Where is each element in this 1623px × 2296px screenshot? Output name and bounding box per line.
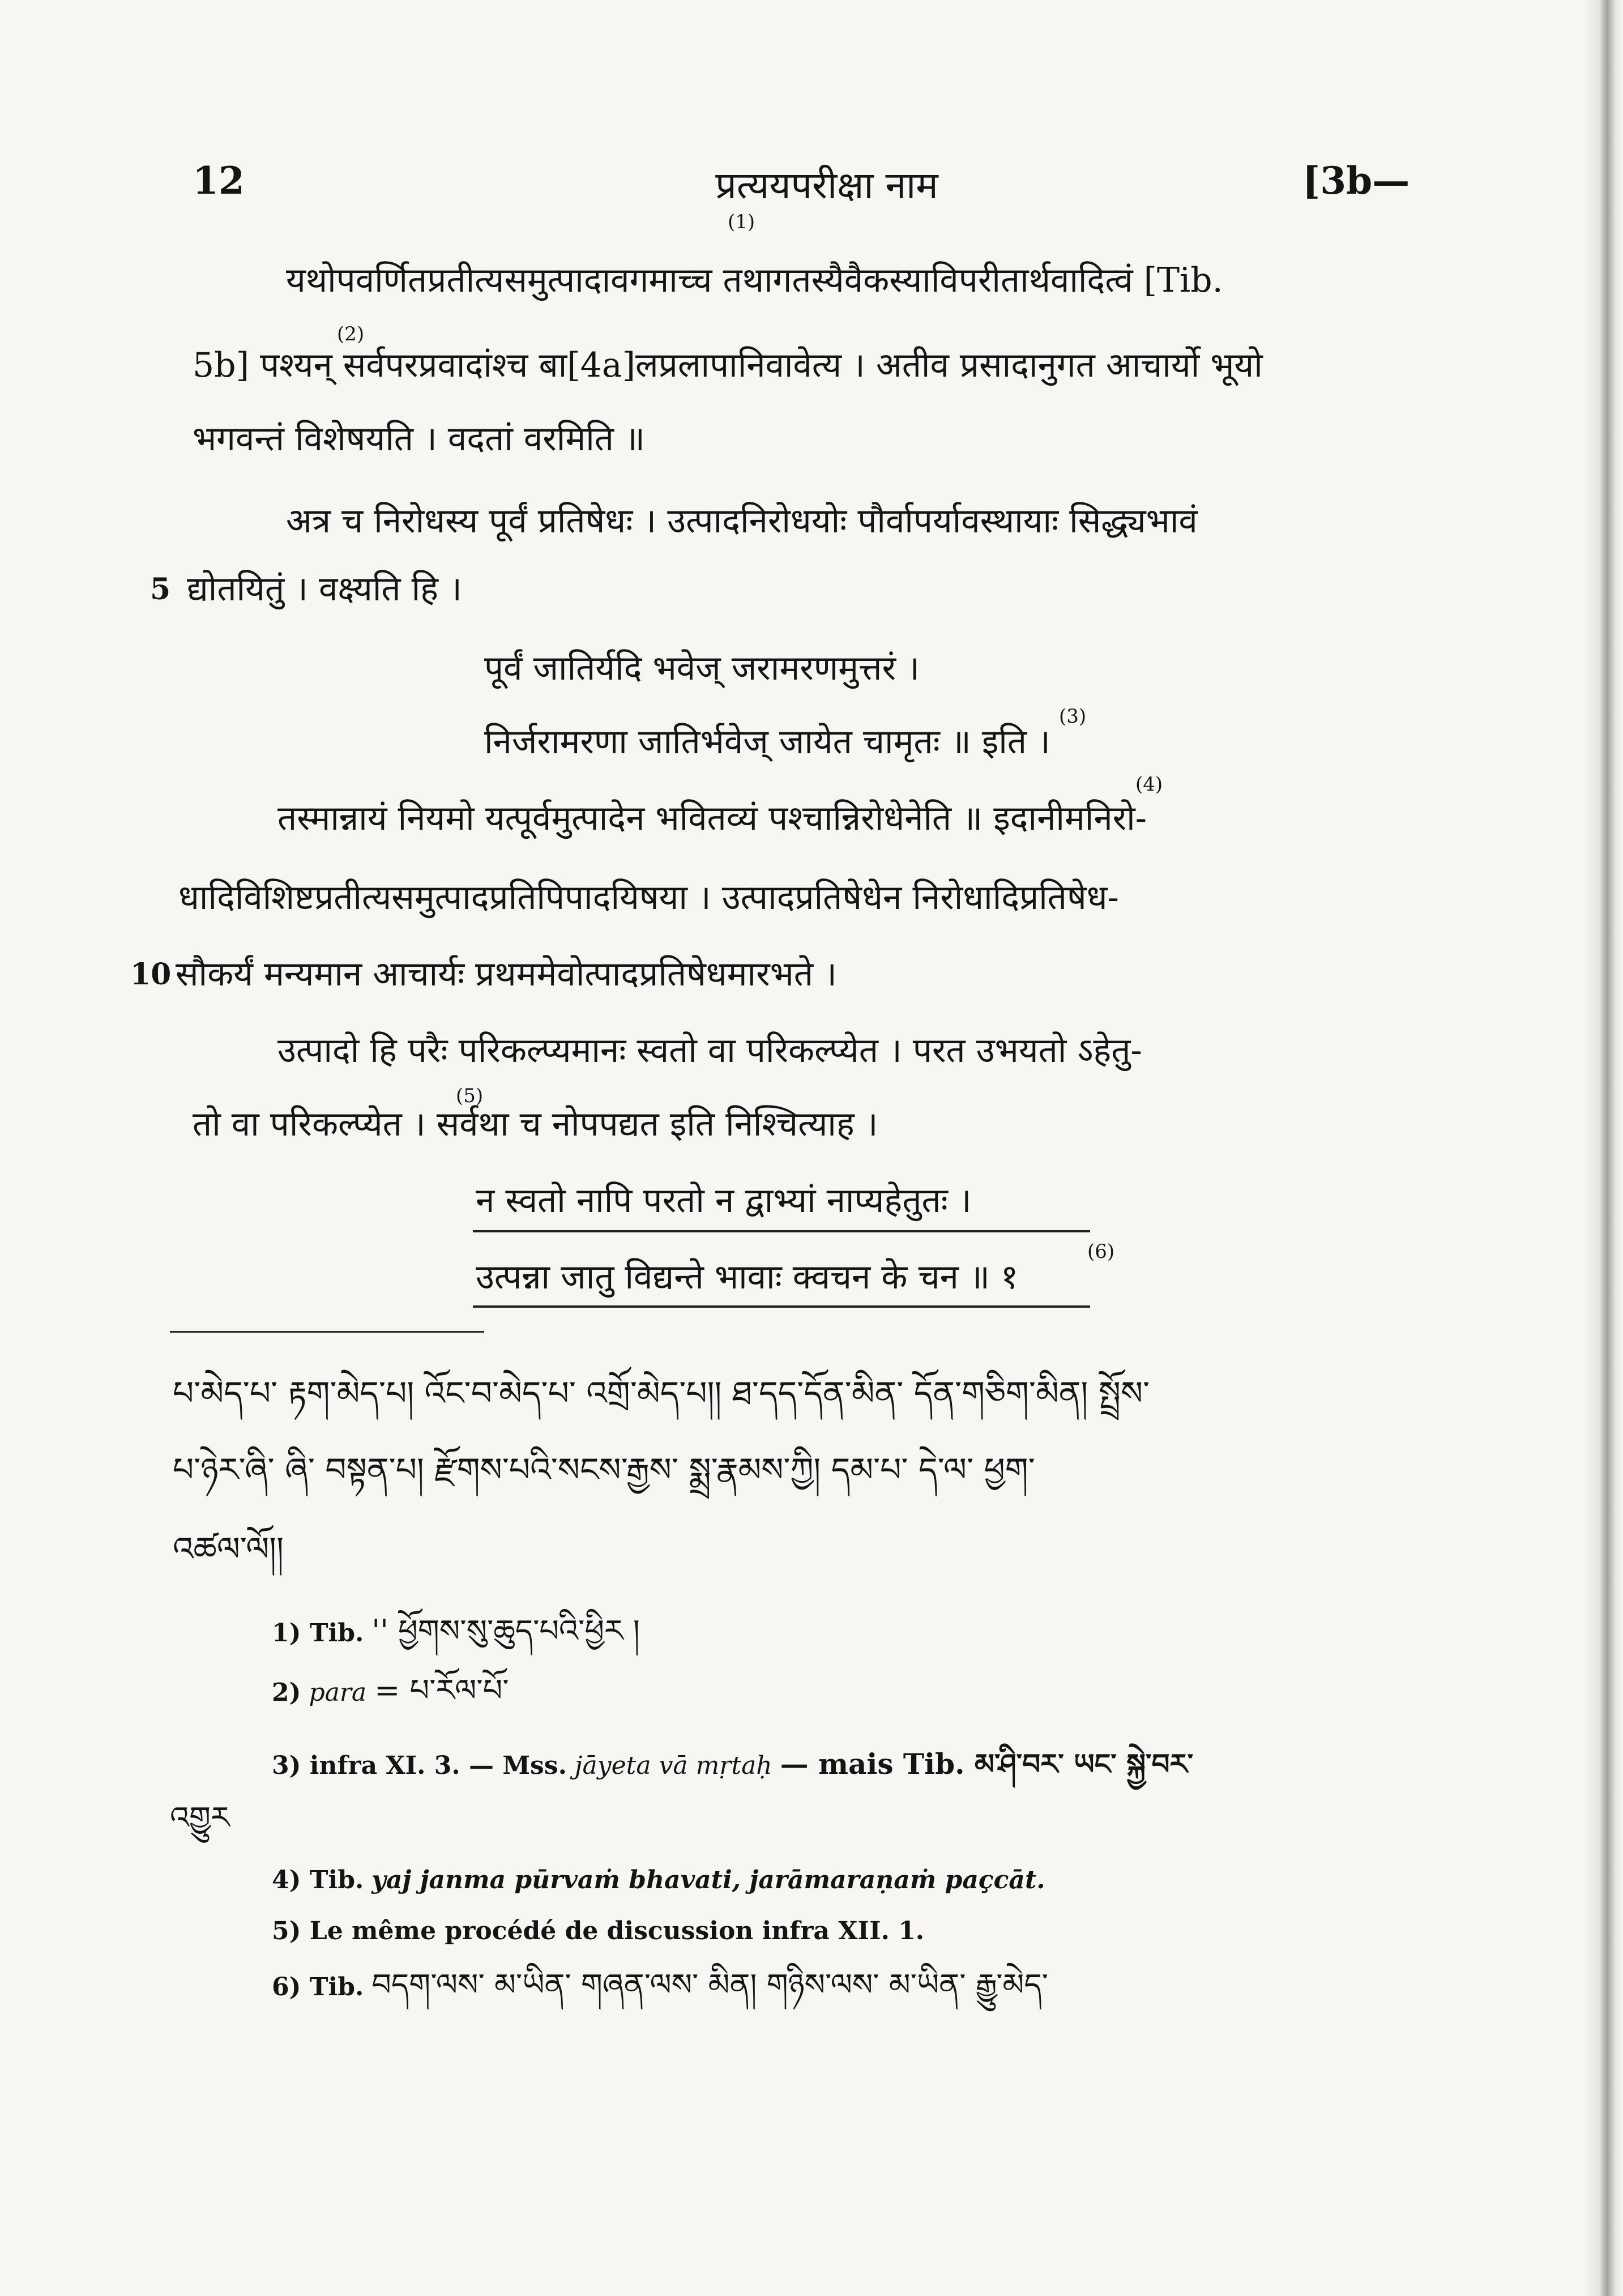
footnote-text: = པ་རོལ་པོ་ <box>374 1672 509 1708</box>
footnote-6 <box>272 1968 1048 2004</box>
footnote-1 <box>272 1614 640 1650</box>
text-line: भगवन्तं विशेषयति । वदतां वरमिति ॥ <box>193 419 645 459</box>
page-edge-shadow <box>1583 0 1623 2296</box>
text-line: तो वा परिकल्प्येत । सर्वथा च नोपपद्यत इति निश्चित्याह । <box>193 1104 878 1144</box>
tibetan-line: པ་ཉེར་ཞི་ ཞི་ བསྟན་པ། རྫོགས་པའི་སངས་རྒྱས་ སྨྲ་རྣམས་ཀྱི། དམ་པ་ དེ་ལ་ ཕྱག་ <box>173 1450 1035 1489</box>
footnote-italic: para <box>309 1678 367 1707</box>
folio-reference: [3b— <box>1302 159 1410 203</box>
footnote-text: 3) infra XI. 3. — Mss. <box>272 1751 567 1780</box>
footnote-marker-3: (3) <box>1059 705 1087 728</box>
text-line: द्योतयितुं । वक्ष्यति हि । <box>187 569 462 609</box>
footnote-separator <box>170 1331 484 1333</box>
footnote-italic: jāyeta vā mṛtaḥ <box>574 1751 772 1780</box>
footnote-3-continued: འགྱུར <box>170 1800 230 1836</box>
verse-underline <box>473 1305 1090 1308</box>
verse-line: न स्वतो नापि परतो न द्वाभ्यां नाप्यहेतुतः । <box>476 1181 972 1220</box>
text-line: धादिविशिष्टप्रतीत्यसमुत्पादप्रतिपिपादयिषया । उत्पादप्रतिषेधेन निरोधादिप्रतिषेध- <box>178 878 1119 917</box>
footnote-label: 2) <box>272 1678 301 1707</box>
tibetan-line: འཚལ་ལོ།། <box>173 1530 284 1568</box>
text-line: तस्मान्नायं नियमो यत्पूर्वमुत्पादेन भवितव्यं पश्चान्निरोधेनेति ॥ इदानीमनिरो- <box>277 799 1147 838</box>
footnote-italic: yaj janma pūrvaṁ bhavati, jarāmaraṇaṁ paçcāt. <box>371 1866 1045 1894</box>
verse-underline <box>473 1230 1090 1232</box>
footnote-marker-6: (6) <box>1087 1240 1115 1263</box>
running-title: प्रत्ययपरीक्षा नाम <box>715 164 938 207</box>
verse-line: उत्पन्ना जातु विद्यन्ते भावाः क्वचन के चन ॥ १ <box>476 1257 1019 1297</box>
footnote-text: བདག་ལས་ མ་ཡིན་ གཞན་ལས་ མིན། གཉིས་ལས་ མ་ཡིན་ རྒྱུ་མེད་ <box>371 1967 1048 2003</box>
text-line: अत्र च निरोधस्य पूर्वं प्रतिषेधः । उत्पादनिरोधयोः पौर्वापर्यावस्थायाः सिद्ध्यभावं <box>286 501 1198 541</box>
footnote-marker-5: (5) <box>456 1085 484 1107</box>
footnote-2 <box>272 1674 509 1710</box>
footnote-marker-2: (2) <box>337 323 365 345</box>
page-number: 12 <box>193 159 245 203</box>
text-line: 5b] पश्यन् सर्वपरप्रवादांश्च बा[4a]लप्रलापानिवावेत्य । अतीव प्रसादानुगत आचार्यो भूयो <box>193 345 1263 385</box>
line-number: 10 <box>130 957 172 992</box>
line-number: 5 <box>150 572 171 607</box>
footnote-4 <box>272 1863 1045 1897</box>
footnote-text: — mais Tib. མ་ཤི་བར་ ཡང་ སྐྱེ་བར་ <box>780 1747 1194 1781</box>
tibetan-line: པ་མེད་པ་ རྟག་མེད་པ། འོང་བ་མེད་པ་ འགྲོ་མེད་པ།། ཐ་དད་དོན་མིན་ དོན་གཅིག་མིན། སྤྲོས་ <box>173 1374 1150 1412</box>
footnote-label: 6) Tib. <box>272 1973 364 2001</box>
verse-line: निर्जरामरणा जातिर्भवेज् जायेत चामृतः ॥ इति । <box>484 722 1050 762</box>
text-line: उत्पादो हि परैः परिकल्प्यमानः स्वतो वा परिकल्प्येत । परत उभयतो ऽहेतु- <box>277 1031 1142 1070</box>
footnote-5: 5) Le même procédé de discussion infra XII. 1. <box>272 1917 925 1945</box>
footnote-label: 1) Tib. <box>272 1619 364 1648</box>
footnote-text: '' ཕྱོགས་སུ་ཆུད་པའི་ཕྱིར ། <box>371 1613 640 1649</box>
footnote-marker-1: (1) <box>728 211 755 233</box>
text-line: यथोपवर्णितप्रतीत्यसमुत्पादावगमाच्च तथागतस्यैवैकस्याविपरीतार्थवादित्वं [Tib. <box>286 261 1223 300</box>
verse-line: पूर्वं जातिर्यदि भवेज् जरामरणमुत्तरं । <box>484 648 920 688</box>
text-line: सौकर्यं मन्यमान आचार्यः प्रथममेवोत्पादप्रतिषेधमारभते । <box>176 954 837 994</box>
footnote-marker-4: (4) <box>1135 773 1163 796</box>
footnote-3 <box>272 1747 1193 1783</box>
footnote-label: 4) Tib. <box>272 1866 364 1894</box>
